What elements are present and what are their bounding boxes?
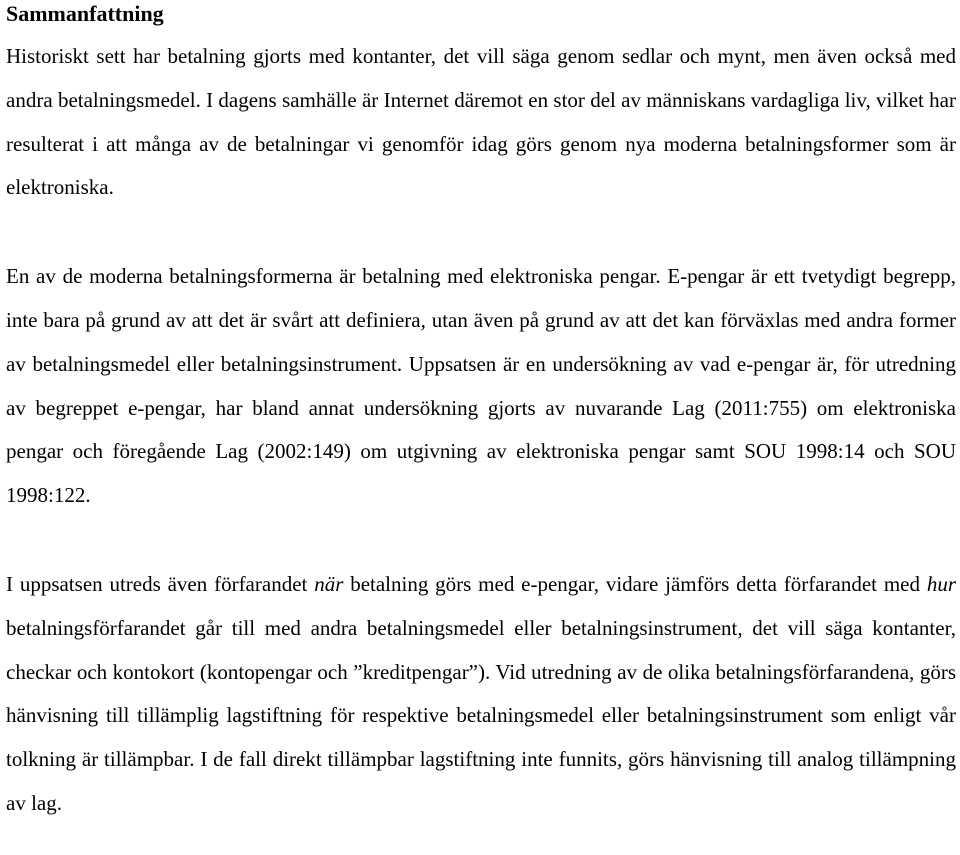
paragraph-procedure xyxy=(6,563,956,826)
emphasis-how: hur xyxy=(926,571,956,596)
paragraph-procedure-text-1: I uppsatsen utreds även förfarandet xyxy=(6,571,315,596)
emphasis-when: när xyxy=(314,571,344,596)
paragraph-e-money: En av de moderna betalningsformerna är betalning med elektroniska pengar. E-pengar är ett tvetydigt begrepp, inte bara på grund av att det är svårt att definiera, utan även på grund av att det kan förväxlas med andra former av betalningsmedel eller betalningsinstrument. Uppsatsen är en undersökning av vad e-pengar är, för utredning av begreppet e-pengar, har bland annat undersökning gjorts av nuvarande Lag (2011:755) om elektroniska pengar och föregående Lag (2002:149) om utgivning av elektroniska pengar samt SOU 1998:14 och SOU 1998:122. xyxy=(6,264,956,508)
document-page xyxy=(6,0,956,826)
paragraph-procedure-text-3: betalningsförfarandet går till med andra betalningsmedel eller betalningsinstrument, det vill säga kontanter, checkar och kontokort (kontopengar och ”kreditpengar”). Vid utredning av de olika betalningsförfarandena, görs hänvisning till tillämplig lagstiftning för respektive betalningsmedel eller betalningsinstrument som enligt vår tolkning är tillämpbar. I de fall direkt tillämpbar lagstiftning inte funnits, görs hänvisning till analog tillämpning av lag. xyxy=(6,615,956,815)
summary-heading: Sammanfattning xyxy=(6,1,164,26)
paragraph-procedure-text-2: betalning görs med e-pengar, vidare jämförs detta förfarandet med xyxy=(343,571,927,596)
paragraph-history: Historiskt sett har betalning gjorts med kontanter, det vill säga genom sedlar och mynt, men även också med andra betalningsmedel. I dagens samhälle är Internet däremot en stor del av människans vardagliga liv, vilket har resulterat i att många av de betalningar vi genomför idag görs genom nya moderna betalningsformer som är elektroniska. xyxy=(6,44,956,200)
